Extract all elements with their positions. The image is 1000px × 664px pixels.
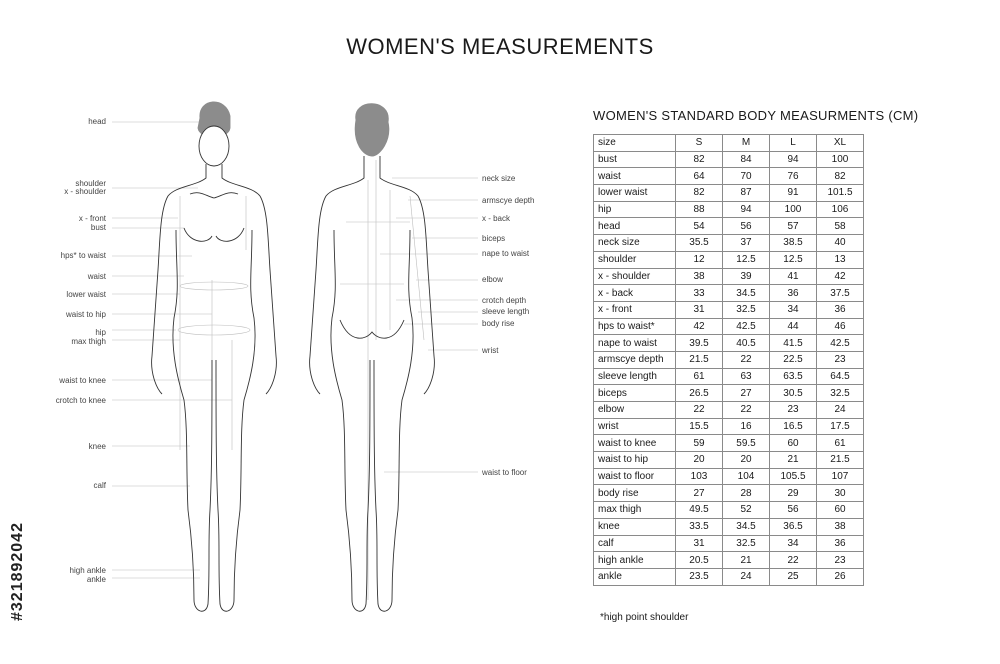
measurement-value-cell: 100 (817, 151, 864, 168)
measurement-value-cell: 21 (723, 552, 770, 569)
label-waist-to-floor: waist to floor (482, 468, 527, 477)
measurement-value-cell: 37 (723, 235, 770, 252)
measurement-value-cell: 42 (817, 268, 864, 285)
measurement-value-cell: 33 (676, 285, 723, 302)
measurements-table (593, 134, 864, 586)
page-title: WOMEN'S MEASUREMENTS (346, 34, 654, 59)
column-header: XL (817, 135, 864, 152)
measurement-value-cell: 12 (676, 251, 723, 268)
measurement-value-cell: 60 (817, 502, 864, 519)
table-row (594, 502, 864, 519)
measurement-value-cell: 59 (676, 435, 723, 452)
measurement-name-cell: high ankle (594, 552, 676, 569)
measurement-value-cell: 39 (723, 268, 770, 285)
measurement-value-cell: 21.5 (817, 452, 864, 469)
measurement-value-cell: 46 (817, 318, 864, 335)
measurement-name-cell: head (594, 218, 676, 235)
front-figure (152, 102, 277, 611)
measurement-value-cell: 105.5 (770, 468, 817, 485)
measurement-value-cell: 20 (723, 452, 770, 469)
measurement-value-cell: 31 (676, 535, 723, 552)
label-shoulder: shoulder (75, 179, 106, 188)
measurement-value-cell: 54 (676, 218, 723, 235)
measurement-value-cell: 76 (770, 168, 817, 185)
measurement-name-cell: hip (594, 201, 676, 218)
label-elbow: elbow (482, 275, 503, 284)
label-x-back: x - back (482, 214, 511, 223)
measurement-value-cell: 36 (817, 535, 864, 552)
label-hps-to-waist: hps* to waist (60, 251, 106, 260)
measurement-value-cell: 41 (770, 268, 817, 285)
measurement-value-cell: 31 (676, 301, 723, 318)
measurement-value-cell: 13 (817, 251, 864, 268)
measurement-name-cell: waist to knee (594, 435, 676, 452)
measurement-name-cell: waist to hip (594, 452, 676, 469)
table-row (594, 235, 864, 252)
measurement-value-cell: 42.5 (817, 335, 864, 352)
measurement-value-cell: 27 (723, 385, 770, 402)
measurement-value-cell: 27 (676, 485, 723, 502)
measurement-name-cell: nape to waist (594, 335, 676, 352)
measurement-value-cell: 22 (723, 402, 770, 419)
measurement-value-cell: 106 (817, 201, 864, 218)
label-lower-waist: lower waist (66, 290, 106, 299)
column-header: S (676, 135, 723, 152)
back-figure (310, 104, 435, 612)
measurement-value-cell: 25 (770, 568, 817, 585)
measurement-value-cell: 56 (723, 218, 770, 235)
measurement-value-cell: 58 (817, 218, 864, 235)
label-bust: bust (90, 223, 106, 232)
table-row (594, 402, 864, 419)
measurement-value-cell: 34 (770, 301, 817, 318)
table-row (594, 285, 864, 302)
measurement-value-cell: 37.5 (817, 285, 864, 302)
label-x-shoulder: x - shoulder (64, 187, 106, 196)
measurement-value-cell: 12.5 (770, 251, 817, 268)
measurement-value-cell: 44 (770, 318, 817, 335)
measurement-value-cell: 23 (770, 402, 817, 419)
measurement-value-cell: 88 (676, 201, 723, 218)
measurement-value-cell: 22 (770, 552, 817, 569)
label-waist-to-hip: waist to hip (65, 310, 106, 319)
measurement-name-cell: waist to floor (594, 468, 676, 485)
measurement-value-cell: 104 (723, 468, 770, 485)
column-header: M (723, 135, 770, 152)
measurement-value-cell: 59.5 (723, 435, 770, 452)
measurement-name-cell: bust (594, 151, 676, 168)
table-row (594, 568, 864, 585)
measurement-value-cell: 32.5 (723, 535, 770, 552)
measurement-value-cell: 103 (676, 468, 723, 485)
measurement-value-cell: 42 (676, 318, 723, 335)
measurement-value-cell: 34.5 (723, 518, 770, 535)
table-header-row (594, 135, 864, 152)
body-figures (0, 80, 560, 664)
measurement-value-cell: 107 (817, 468, 864, 485)
measurement-value-cell: 30.5 (770, 385, 817, 402)
measurement-value-cell: 91 (770, 185, 817, 202)
measurement-value-cell: 101.5 (817, 185, 864, 202)
label-head: head (88, 117, 106, 126)
measurement-value-cell: 82 (676, 151, 723, 168)
measurement-value-cell: 94 (770, 151, 817, 168)
measurement-value-cell: 38 (676, 268, 723, 285)
table-title: WOMEN'S STANDARD BODY MEASURMENTS (CM) (593, 108, 919, 123)
measurement-value-cell: 28 (723, 485, 770, 502)
table-row (594, 318, 864, 335)
measurement-value-cell: 36 (817, 301, 864, 318)
measurement-name-cell: lower waist (594, 185, 676, 202)
label-wrist: wrist (482, 346, 499, 355)
measurement-name-cell: biceps (594, 385, 676, 402)
table-row (594, 468, 864, 485)
measurement-value-cell: 52 (723, 502, 770, 519)
measurement-value-cell: 20.5 (676, 552, 723, 569)
measurement-value-cell: 26 (817, 568, 864, 585)
label-nape-to-waist: nape to waist (482, 249, 530, 258)
measurement-value-cell: 33.5 (676, 518, 723, 535)
label-waist: waist (87, 272, 106, 281)
measurement-value-cell: 16.5 (770, 418, 817, 435)
measurement-value-cell: 64 (676, 168, 723, 185)
measurement-value-cell: 22.5 (770, 351, 817, 368)
measurement-value-cell: 40.5 (723, 335, 770, 352)
measurement-value-cell: 26.5 (676, 385, 723, 402)
table-row (594, 201, 864, 218)
measurement-value-cell: 61 (676, 368, 723, 385)
measurement-value-cell: 34 (770, 535, 817, 552)
measurement-name-cell: x - back (594, 285, 676, 302)
table-row (594, 151, 864, 168)
measurement-value-cell: 15.5 (676, 418, 723, 435)
table-row (594, 168, 864, 185)
measurement-name-cell: waist (594, 168, 676, 185)
table-row (594, 535, 864, 552)
measurement-value-cell: 23 (817, 552, 864, 569)
guide-lines (112, 122, 478, 600)
column-header: L (770, 135, 817, 152)
table-row (594, 435, 864, 452)
measurement-value-cell: 40 (817, 235, 864, 252)
table-row (594, 335, 864, 352)
measurement-value-cell: 34.5 (723, 285, 770, 302)
table-row (594, 385, 864, 402)
measurement-name-cell: sleeve length (594, 368, 676, 385)
measurement-value-cell: 24 (817, 402, 864, 419)
measurement-value-cell: 61 (817, 435, 864, 452)
label-waist-to-knee: waist to knee (59, 376, 106, 385)
table-row (594, 268, 864, 285)
measurement-value-cell: 60 (770, 435, 817, 452)
label-sleeve-length: sleeve length (482, 307, 530, 316)
measurement-name-cell: shoulder (594, 251, 676, 268)
measurement-name-cell: body rise (594, 485, 676, 502)
measurement-name-cell: x - front (594, 301, 676, 318)
measurement-value-cell: 42.5 (723, 318, 770, 335)
measurement-value-cell: 82 (676, 185, 723, 202)
measurement-name-cell: wrist (594, 418, 676, 435)
table-row (594, 452, 864, 469)
measurement-value-cell: 21.5 (676, 351, 723, 368)
measurement-value-cell: 63.5 (770, 368, 817, 385)
measurement-value-cell: 82 (817, 168, 864, 185)
column-header: size (594, 135, 676, 152)
table-row (594, 485, 864, 502)
table-row (594, 518, 864, 535)
measurement-value-cell: 100 (770, 201, 817, 218)
table-row (594, 218, 864, 235)
table-row (594, 368, 864, 385)
label-crotch-depth: crotch depth (482, 296, 527, 305)
measurement-value-cell: 22 (723, 351, 770, 368)
measurement-value-cell: 32.5 (817, 385, 864, 402)
measurement-value-cell: 24 (723, 568, 770, 585)
measurement-value-cell: 64.5 (817, 368, 864, 385)
measurement-value-cell: 23.5 (676, 568, 723, 585)
label-max-thigh: max thigh (71, 337, 106, 346)
measurement-name-cell: ankle (594, 568, 676, 585)
measurement-name-cell: neck size (594, 235, 676, 252)
table-row (594, 251, 864, 268)
measurement-value-cell: 87 (723, 185, 770, 202)
measurement-name-cell: max thigh (594, 502, 676, 519)
measurement-value-cell: 22 (676, 402, 723, 419)
label-neck-size: neck size (482, 174, 516, 183)
measurement-name-cell: x - shoulder (594, 268, 676, 285)
measurement-value-cell: 49.5 (676, 502, 723, 519)
table-row (594, 351, 864, 368)
measurement-value-cell: 12.5 (723, 251, 770, 268)
measurement-value-cell: 35.5 (676, 235, 723, 252)
measurement-value-cell: 17.5 (817, 418, 864, 435)
measurement-value-cell: 39.5 (676, 335, 723, 352)
stock-id: #321892042 (9, 522, 26, 621)
measurement-name-cell: hps to waist* (594, 318, 676, 335)
measurement-value-cell: 84 (723, 151, 770, 168)
measurement-value-cell: 23 (817, 351, 864, 368)
measurement-name-cell: armscye depth (594, 351, 676, 368)
label-calf: calf (93, 481, 106, 490)
measurement-value-cell: 36 (770, 285, 817, 302)
measurement-value-cell: 94 (723, 201, 770, 218)
label-body-rise: body rise (482, 319, 515, 328)
label-x-front: x - front (78, 214, 106, 223)
measurement-value-cell: 36.5 (770, 518, 817, 535)
table-row (594, 418, 864, 435)
measurement-value-cell: 21 (770, 452, 817, 469)
table-row (594, 552, 864, 569)
measurement-name-cell: calf (594, 535, 676, 552)
measurement-name-cell: elbow (594, 402, 676, 419)
label-ankle: ankle (86, 575, 106, 584)
measurement-value-cell: 57 (770, 218, 817, 235)
measurement-value-cell: 20 (676, 452, 723, 469)
label-hip: hip (95, 328, 106, 337)
measurement-value-cell: 70 (723, 168, 770, 185)
measurement-value-cell: 63 (723, 368, 770, 385)
measurement-value-cell: 16 (723, 418, 770, 435)
measurement-value-cell: 32.5 (723, 301, 770, 318)
table-row (594, 185, 864, 202)
measurement-name-cell: knee (594, 518, 676, 535)
measurement-value-cell: 41.5 (770, 335, 817, 352)
label-knee: knee (88, 442, 106, 451)
label-crotch-to-knee: crotch to knee (55, 396, 106, 405)
measurement-value-cell: 56 (770, 502, 817, 519)
label-armscye-depth: armscye depth (482, 196, 535, 205)
footnote: *high point shoulder (600, 612, 689, 623)
label-biceps: biceps (482, 234, 506, 243)
table-row (594, 301, 864, 318)
measurement-value-cell: 29 (770, 485, 817, 502)
label-high-ankle: high ankle (69, 566, 106, 575)
measurement-value-cell: 38 (817, 518, 864, 535)
measurement-value-cell: 38.5 (770, 235, 817, 252)
measurement-value-cell: 30 (817, 485, 864, 502)
